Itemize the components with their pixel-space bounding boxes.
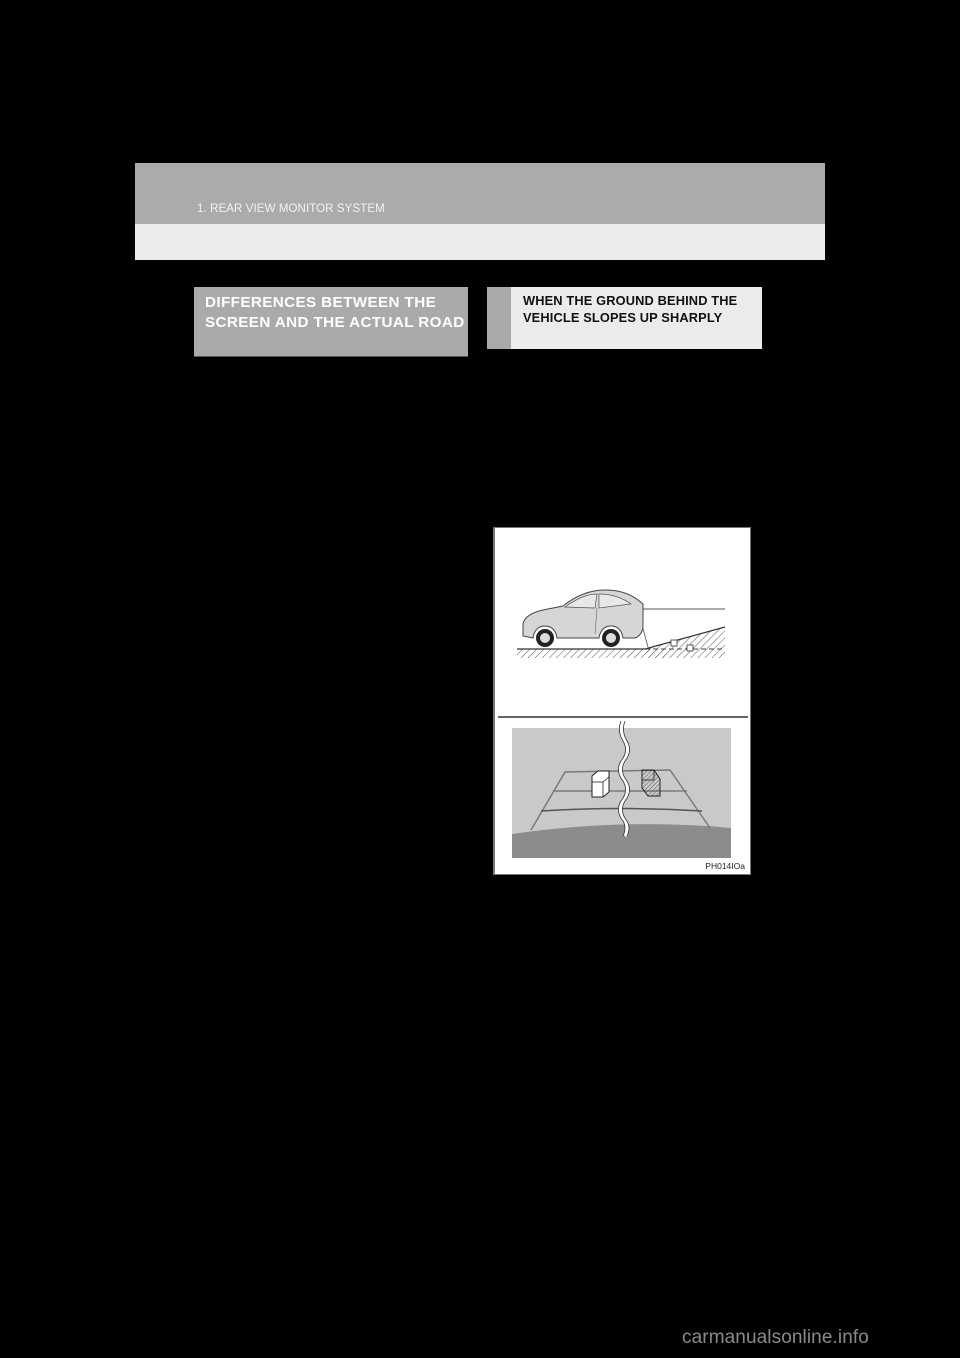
section-label: 1. REAR VIEW MONITOR SYSTEM	[197, 203, 385, 215]
heading-accent-bar	[487, 287, 511, 349]
car-side-view-illustration	[517, 590, 725, 658]
header-bottom-band	[135, 224, 825, 260]
heading-slopes-up	[487, 287, 762, 349]
object-near	[592, 771, 609, 797]
figure-illustration	[493, 527, 751, 875]
watermark: carmanualsonline.info	[682, 1327, 869, 1348]
figure-code: PH014IOa	[705, 861, 745, 871]
page-header-band	[135, 163, 825, 260]
heading-differences: DIFFERENCES BETWEEN THE SCREEN AND THE ACTUAL ROAD	[194, 287, 468, 357]
heading-slopes-up-text: WHEN THE GROUND BEHIND THE VEHICLE SLOPES UP SHARPLY	[523, 293, 738, 326]
rear-camera-screen-illustration	[512, 721, 731, 858]
figure-svg	[495, 528, 751, 874]
header-top-band	[135, 163, 825, 224]
